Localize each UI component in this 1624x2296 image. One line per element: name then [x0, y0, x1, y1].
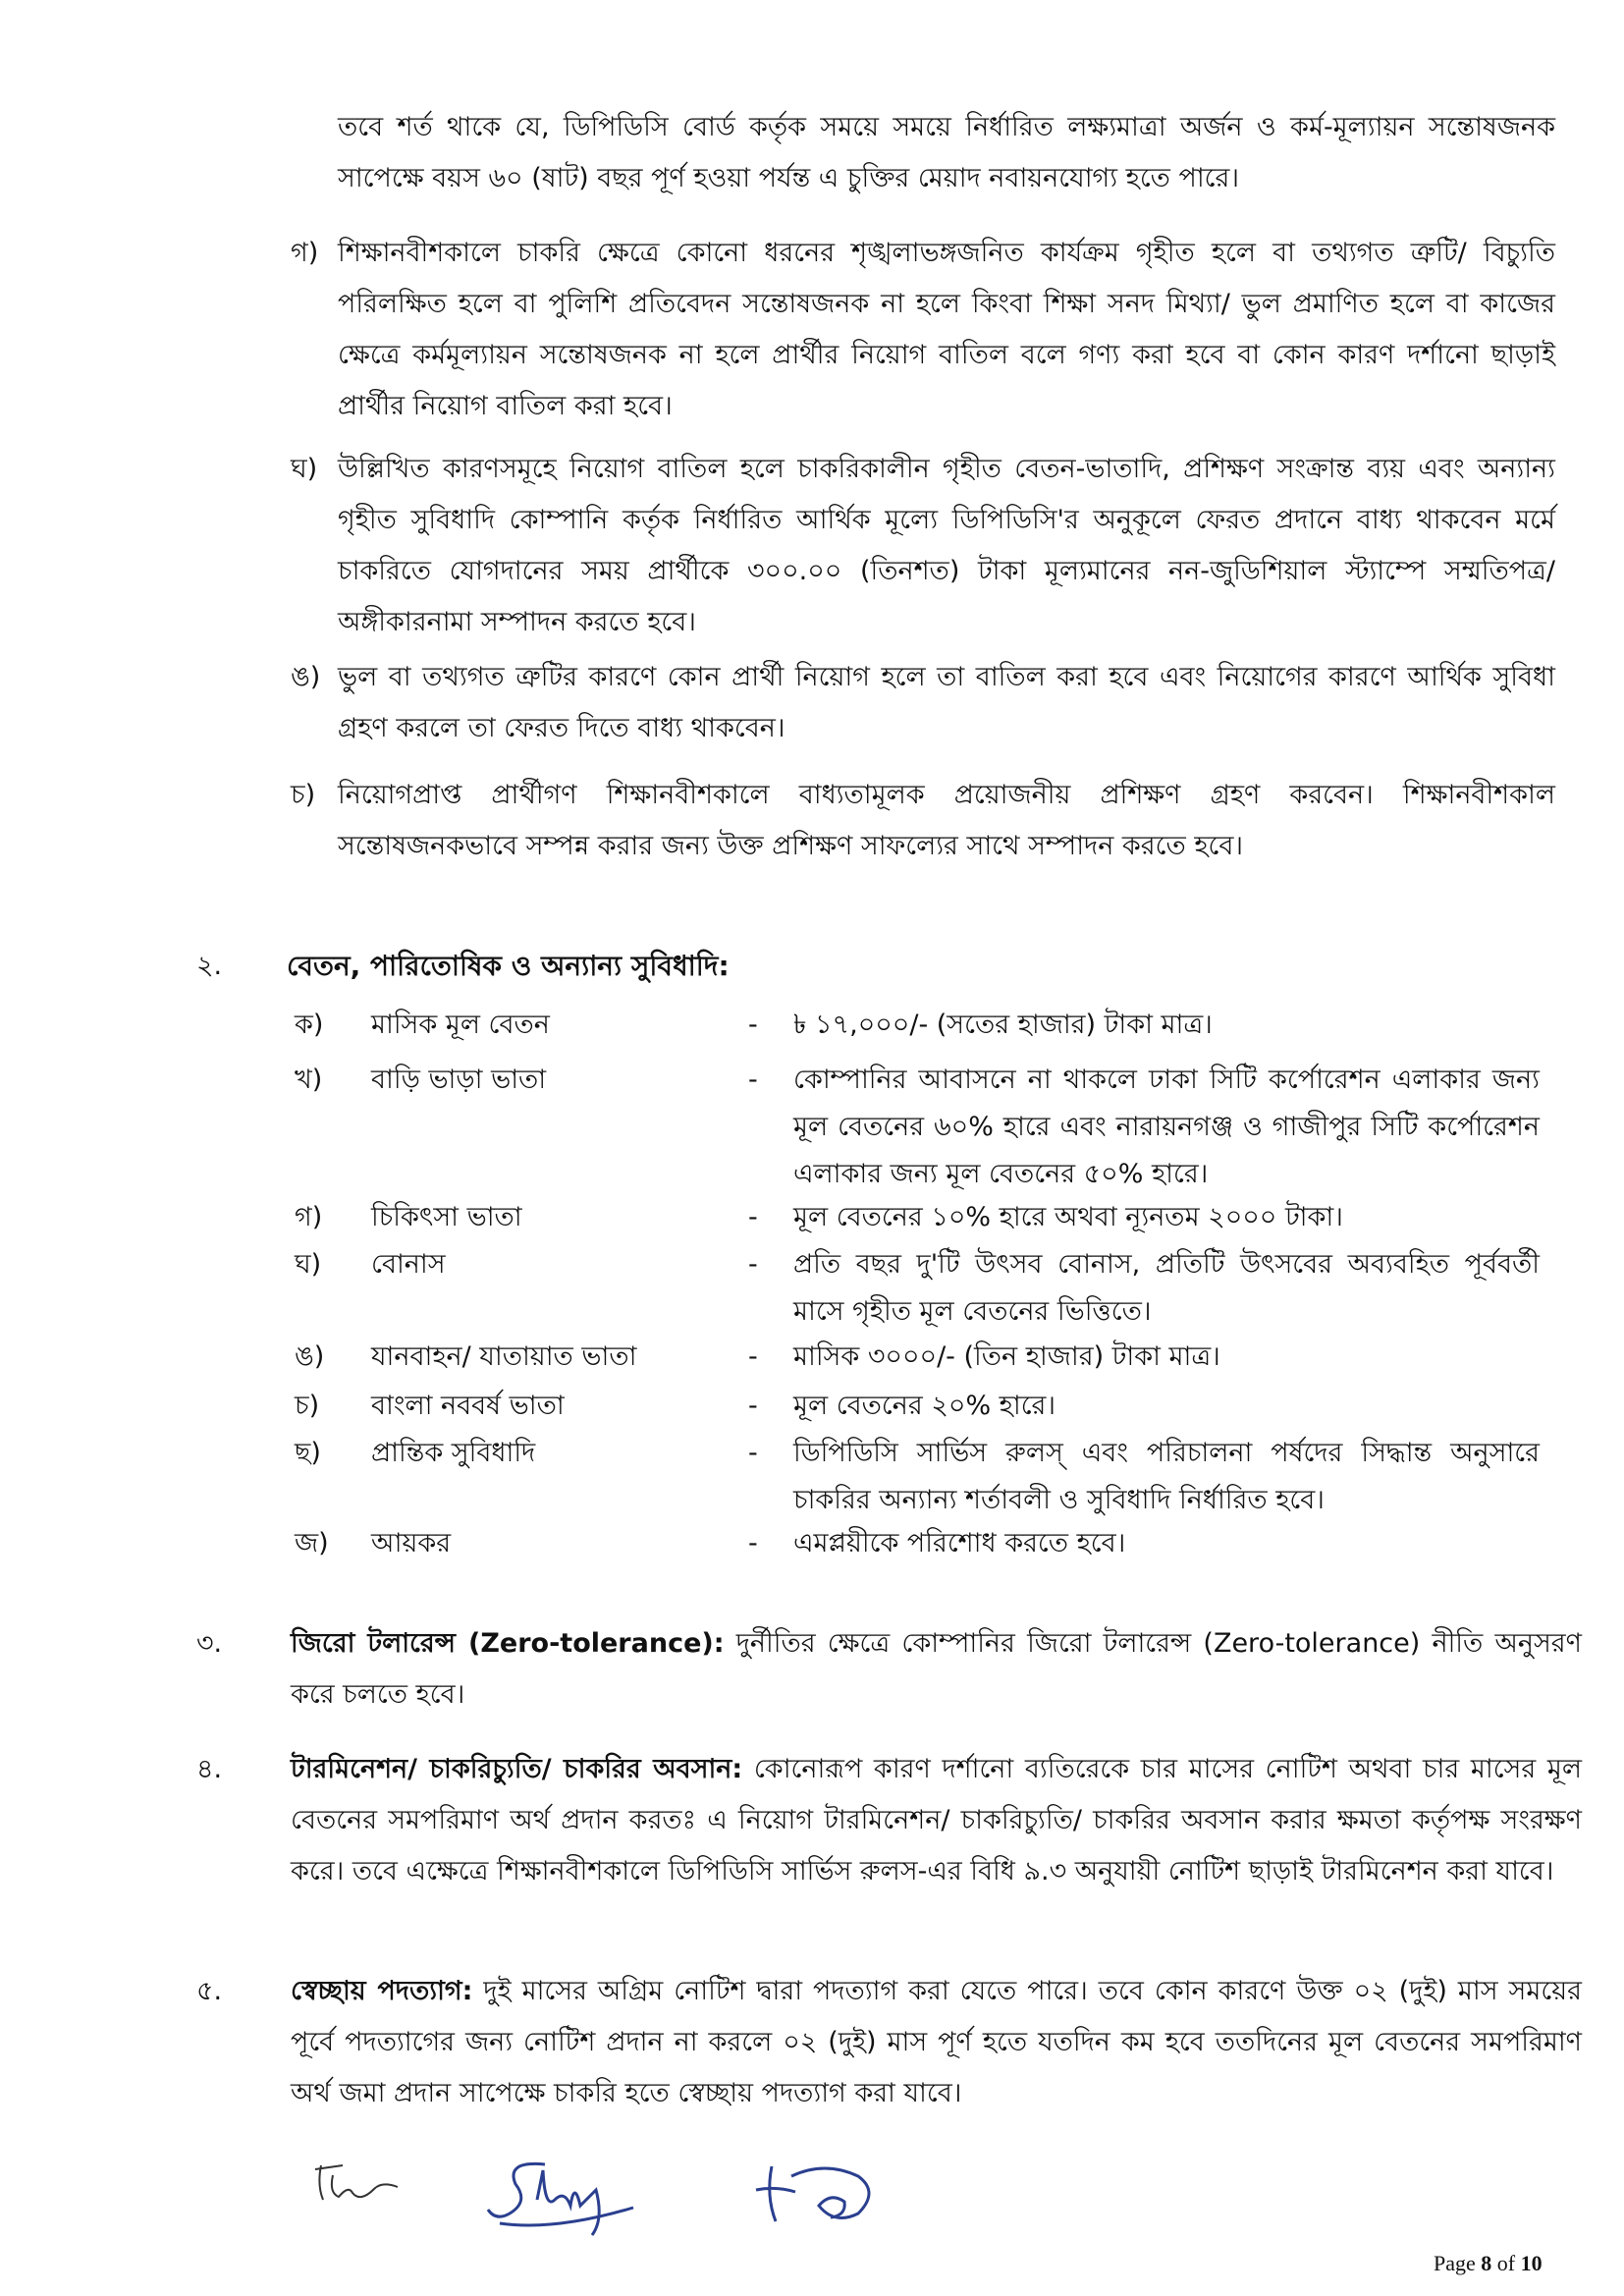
- benefit-row: [295, 1430, 1591, 1515]
- section-heading: জিরো টলারেন্স (Zero-tolerance):: [291, 1628, 725, 1659]
- row-value: মূল বেতনের ২০% হারে।: [793, 1391, 1056, 1421]
- row-index: ছ): [295, 1438, 321, 1468]
- row-dash: -: [748, 1391, 758, 1421]
- signature-1: [309, 2146, 407, 2214]
- row-value: মাসিক ৩০০০/- (তিন হাজার) টাকা মাত্র।: [793, 1341, 1220, 1372]
- clause-text: ভুল বা তথ্যগত ত্রুটির কারণে কোন প্রার্থী নিয়োগ হলে তা বাতিল করা হবে এবং নিয়োগের কারণে আর্থিক সুবিধা গ্রহণ করলে তা ফেরত দিতে বাধ্য থাকবেন।: [338, 662, 1555, 743]
- row-index: চ): [295, 1391, 320, 1421]
- clause-text: উল্লিখিত কারণসমূহে নিয়োগ বাতিল হলে চাকরিকালীন গৃহীত বেতন-ভাতাদি, প্রশিক্ষণ সংক্রান্ত ব্যয় এবং অন্যান্য গৃহীত সুবিধাদি কোম্পানি কর্তৃক নির্ধারিত আর্থিক মূল্যে ডিপিডিসি'র অনুকূলে ফেরত প্রদানে বাধ্য থাকবেন মর্মে চাকরিতে যোগদানের সময় প্রার্থীকে ৩০০.০০ (তিনশত) টাকা মূল্যমানের নন-জুডিশিয়াল স্ট্যাম্পে সম্মতিপত্র/ অঙ্গীকারনামা সম্পাদন করতে হবে।: [338, 454, 1555, 637]
- benefit-row: [295, 1194, 1591, 1243]
- section-paragraph: [291, 1744, 1582, 1897]
- row-index: খ): [295, 1065, 323, 1095]
- clause-number: গ): [291, 238, 319, 268]
- section-number: ৪.: [196, 1754, 223, 1784]
- page-number: Page 8 of 10: [1434, 2251, 1543, 2275]
- benefit-row: [295, 1334, 1591, 1383]
- section-paragraph: [291, 1618, 1582, 1721]
- clause-number: ঘ): [291, 454, 318, 484]
- row-dash: -: [748, 1249, 758, 1280]
- row-dash: -: [748, 1202, 758, 1232]
- intro-paragraph: তবে শর্ত থাকে যে, ডিপিডিসি বোর্ড কর্তৃক সময়ে সময়ে নির্ধারিত লক্ষ্যমাত্রা অর্জন ও কর্ম-মূল্যায়ন সন্তোষজনক সাপেক্ষে বয়স ৬০ (ষাট) বছর পূর্ণ হওয়া পর্যন্ত এ চুক্তির মেয়াদ নবায়নযোগ্য হতে পারে।: [338, 112, 1555, 193]
- section-number: ৫.: [196, 1976, 223, 2006]
- row-value: ৳ ১৭,০০০/- (সতের হাজার) টাকা মাত্র।: [793, 1010, 1213, 1040]
- row-index: ঘ): [295, 1249, 322, 1280]
- row-dash: -: [748, 1341, 758, 1372]
- row-label: বাড়ি ভাড়া ভাতা: [371, 1065, 547, 1095]
- row-dash: -: [748, 1438, 758, 1468]
- section-text: কোনোরূপ কারণ দর্শানো ব্যতিরেকে চার মাসের নোটিশ অথবা চার মাসের মূল বেতনের সমপরিমাণ অর্থ প্রদান করতঃ এ নিয়োগ টারমিনেশন/ চাকরিচ্যুতি/ চাকরির অবসান করার ক্ষমতা কর্তৃপক্ষ সংরক্ষণ করে। তবে এক্ষেত্রে শিক্ষানবীশকালে ডিপিডিসি সার্ভিস রুলস-এর বিধি ৯.৩ অনুযায়ী নোটিশ ছাড়াই টারমিনেশন করা যাবে।: [291, 1754, 1582, 1886]
- row-value: এমপ্লয়ীকে পরিশোধ করতে হবে।: [793, 1528, 1126, 1558]
- row-label: আয়কর: [371, 1528, 452, 1558]
- clause-text: নিয়োগপ্রাপ্ত প্রার্থীগণ শিক্ষানবীশকালে বাধ্যতামূলক প্রয়োজনীয় প্রশিক্ষণ গ্রহণ করবেন। শিক্ষানবীশকাল সন্তোষজনকভাবে সম্পন্ন করার জন্য উক্ত প্রশিক্ষণ সাফল্যের সাথে সম্পাদন করতে হবে।: [338, 780, 1555, 861]
- benefit-row: [295, 1057, 1591, 1189]
- benefit-row: [295, 1383, 1591, 1432]
- row-dash: -: [748, 1065, 758, 1095]
- section-number: ২.: [196, 951, 223, 981]
- clause-number: চ): [291, 780, 316, 810]
- signature-2: [486, 2151, 643, 2239]
- row-dash: -: [748, 1010, 758, 1040]
- section-text: দুই মাসের অগ্রিম নোটিশ দ্বারা পদত্যাগ করা যেতে পারে। তবে কোন কারণে উক্ত ০২ (দুই) মাস সময়ের পূর্বে পদত্যাগের জন্য নোটিশ প্রদান না করলে ০২ (দুই) মাস পূর্ণ হতে যতদিন কম হবে ততদিনের মূল বেতনের সমপরিমাণ অর্থ জমা প্রদান সাপেক্ষে চাকরি হতে স্বেচ্ছায় পদত্যাগ করা যাবে।: [291, 1976, 1582, 2108]
- clause-number: ঙ): [291, 662, 321, 692]
- row-index: জ): [295, 1528, 329, 1558]
- row-value: প্রতি বছর দু'টি উৎসব বোনাস, প্রতিটি উৎসবের অব্যবহিত পূর্ববর্তী মাসে গৃহীত মূল বেতনের ভিত্তিতে।: [793, 1249, 1540, 1327]
- section-heading: স্বেচ্ছায় পদত্যাগ:: [291, 1976, 473, 2006]
- section-text: দুর্নীতির ক্ষেত্রে কোম্পানির জিরো টলারেন্স (Zero-tolerance) নীতি অনুসরণ করে চলতে হবে।: [291, 1628, 1582, 1710]
- section-heading: টারমিনেশন/ চাকরিচ্যুতি/ চাকরির অবসান:: [291, 1754, 743, 1784]
- row-index: গ): [295, 1202, 323, 1232]
- row-label: বোনাস: [371, 1249, 446, 1280]
- row-value: মূল বেতনের ১০% হারে অথবা ন্যূনতম ২০০০ টাকা।: [793, 1202, 1343, 1232]
- section-heading: বেতন, পারিতোষিক ও অন্যান্য সুবিধাদি:: [287, 950, 730, 982]
- signature-3: [736, 2157, 893, 2235]
- row-index: ক): [295, 1010, 324, 1040]
- clause-text: শিক্ষানবীশকালে চাকরি ক্ষেত্রে কোনো ধরনের শৃঙ্খলাভঙ্গজনিত কার্যক্রম গৃহীত হলে বা তথ্যগত ত্রুটি/ বিচ্যুতি পরিলক্ষিত হলে বা পুলিশি প্রতিবেদন সন্তোষজনক না হলে কিংবা শিক্ষা সনদ মিথ্যা/ ভুল প্রমাণিত হলে বা কাজের ক্ষেত্রে কর্মমূল্যায়ন সন্তোষজনক না হলে প্রার্থীর নিয়োগ বাতিল বলে গণ্য করা হবে বা কোন কারণ দর্শানো ছাড়াই প্রার্থীর নিয়োগ বাতিল করা হবে।: [338, 238, 1555, 421]
- benefit-row: [295, 1520, 1591, 1569]
- row-label: যানবাহন/ যাতায়াত ভাতা: [371, 1341, 637, 1372]
- row-label: চিকিৎসা ভাতা: [371, 1202, 522, 1232]
- row-index: ঙ): [295, 1341, 325, 1372]
- benefit-row: [295, 1002, 1591, 1051]
- row-label: বাংলা নববর্ষ ভাতা: [371, 1391, 565, 1421]
- row-dash: -: [748, 1528, 758, 1558]
- row-label: মাসিক মূল বেতন: [371, 1010, 550, 1040]
- benefit-row: [295, 1241, 1591, 1327]
- section-paragraph: [291, 1966, 1582, 2119]
- row-value: কোম্পানির আবাসনে না থাকলে ঢাকা সিটি কর্পোরেশন এলাকার জন্য মূল বেতনের ৬০% হারে এবং নারায়নগঞ্জ ও গাজীপুর সিটি কর্পোরেশন এলাকার জন্য মূল বেতনের ৫০% হারে।: [793, 1065, 1540, 1189]
- row-label: প্রান্তিক সুবিধাদি: [371, 1438, 536, 1468]
- row-value: ডিপিডিসি সার্ভিস রুলস্ এবং পরিচালনা পর্ষদের সিদ্ধান্ত অনুসারে চাকরির অন্যান্য শর্তাবলী ও সুবিধাদি নির্ধারিত হবে।: [793, 1438, 1540, 1515]
- section-number: ৩.: [196, 1628, 223, 1659]
